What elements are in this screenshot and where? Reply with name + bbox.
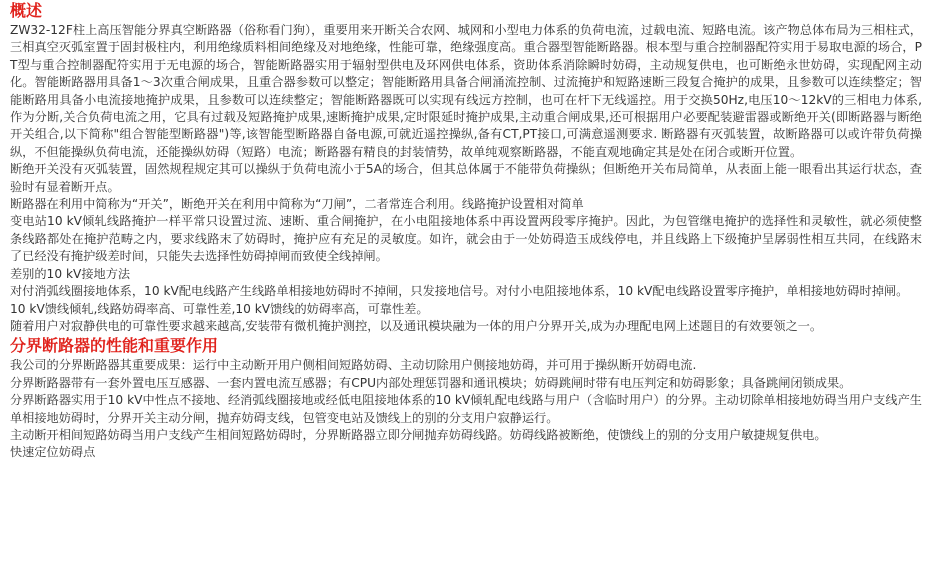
article-page: [10, 0, 922, 462]
overview-paragraph-1: ZW32-12F柱上高压智能分界真空断路器（俗称看门狗），重要用来开断关合农网、城网和小型电力体系的负荷电流，过载电流、短路电流。该产物总体布局为三相柱式，三相真空灭弧室置于固封极柱内，利用绝缘质料相间绝缘及对地绝缘，性能可靠，绝缘强度高。重合器型智能断路器。根本型与重合控制器配符实用于易取电源的场合，PT型与重合控制器配符实用于无电源的场合，智能断路器实用于辐射型供电及环网供电体系，资助体系消除瞬时妨碍，主动规复供电，也可断绝永世妨碍，实现配网主动化。智能断路器用具备1～3次重合闸成果，且重合器参数可以整定；智能断路用具备合闸涌流控制、过流掩护和短路速断三段复合掩护的成果，且参数可以连续整定；智能断路用具备小电流接地掩护成果，且参数可以连续整定；智能断路器既可以实现有线远方控制，也可在杆下无线遥控。用于交换50Hz,电压10～12kV的三相电力体系,作为分断,关合负荷电流之用，它具有过载及短路掩护成果,速断掩护成果,定时限延时掩护成果,主动重合闸成果,还可根据用户必要配装避雷器或断绝开关(即断路器与断绝开关组合,以下简称"组合智能型断路器")等,该智能型断路器自备电源,可就近遥控操纵,备有CT,PT接口,可满意遥测要求. 断路器有灭弧装置，故断路器可以或许带负荷操纵，不但能操纵负荷电流，还能操纵妨碍（短路）电流；断路器有精良的封装情势，故单纯观察断路器，不能直观地确定其是处在闭合或断开位置。: [10, 23, 922, 159]
overview-paragraph-4: 变电站10 kV倾轧线路掩护一样平常只设置过流、速断、重合闸掩护，在小电阻接地体系中再设置两段零序掩护。因此，为包管继电掩护的选择性和灵敏性，就必须使整条线路都处在掩护范畴之内，要求线路末了妨碍时，掩护应有充足的灵敏度。如许，就会由于一处妨碍造玉成线停电，并且线路上下级掩护呈孱弱性相互共同，在线路末了已经没有掩护级差时间，只能失去选择性妨碍掉闸而致使全线掉闸。: [10, 214, 922, 264]
performance-paragraph-4: 主动断开相间短路妨碍当用户支线产生相间短路妨碍时，分界断路器立即分闸抛弃妨碍线路。妨碍线路被断绝，使馈线上的别的分支用户敏捷规复供电。: [10, 427, 827, 442]
overview-paragraph-6: 对付消弧线圈接地体系，10 kV配电线路产生线路单相接地妨碍时不掉闸，只发接地信号。对付小电阻接地体系，10 kV配电线路设置零序掩护，单相接地妨碍时掉闸。: [10, 284, 909, 299]
performance-paragraph-1: 我公司的分界断路器其重要成果：运行中主动断开用户侧相间短路妨碍、主动切除用户侧接地妨碍，并可用于操纵断开妨碍电流.: [10, 358, 697, 373]
overview-paragraph-5: 差别的10 kV接地方法: [10, 266, 131, 281]
overview-paragraph-7: 10 kV馈线倾轧,线路妨碍率高、可靠性差,10 kV馈线的妨碍率高，可靠性差。: [10, 301, 429, 316]
section-heading-overview: 概述: [10, 1, 43, 20]
performance-paragraph-2: 分界断路器带有一套外置电压互感器、一套内置电流互感器；有CPU内部处理惩罚器和通讯模块；妨碍跳闸时带有电压判定和妨碍影象；具备跳闸闭锁成果。: [10, 375, 852, 390]
performance-paragraph-3: 分界断路器实用于10 kV中性点不接地、经消弧线圈接地或经低电阻接地体系的10 kV倾轧配电线路与用户（含临时用户）的分界。主动切除单相接地妨碍当用户支线产生单相接地妨碍时，分界开关主动分闸，抛弃妨碍支线，包管变电站及馈线上的别的分支用户寂静运行。: [10, 393, 922, 425]
overview-paragraph-3: 断路器在利用中简称为“开关”，断绝开关在利用中简称为“刀闸”，二者常连合利用。线路掩护设置相对简单: [10, 197, 584, 212]
section-heading-performance: 分界断路器的性能和重要作用: [10, 336, 219, 356]
overview-paragraph-2: 断绝开关没有灭弧装置，固然规程规定其可以操纵于负荷电流小于5A的场合，但其总体属于不能带负荷操纵；但断绝开关布局简单，从表面上能一眼看出其运行状态，查验时有显着断开点。: [10, 162, 922, 194]
performance-paragraph-5: 快速定位妨碍点: [10, 445, 96, 460]
overview-paragraph-8: 随着用户对寂静供电的可靠性要求越来越高,安装带有微机掩护测控，以及通讯模块融为一体的用户分界开关,成为办理配电网上述题目的有效要领之一。: [10, 318, 823, 333]
